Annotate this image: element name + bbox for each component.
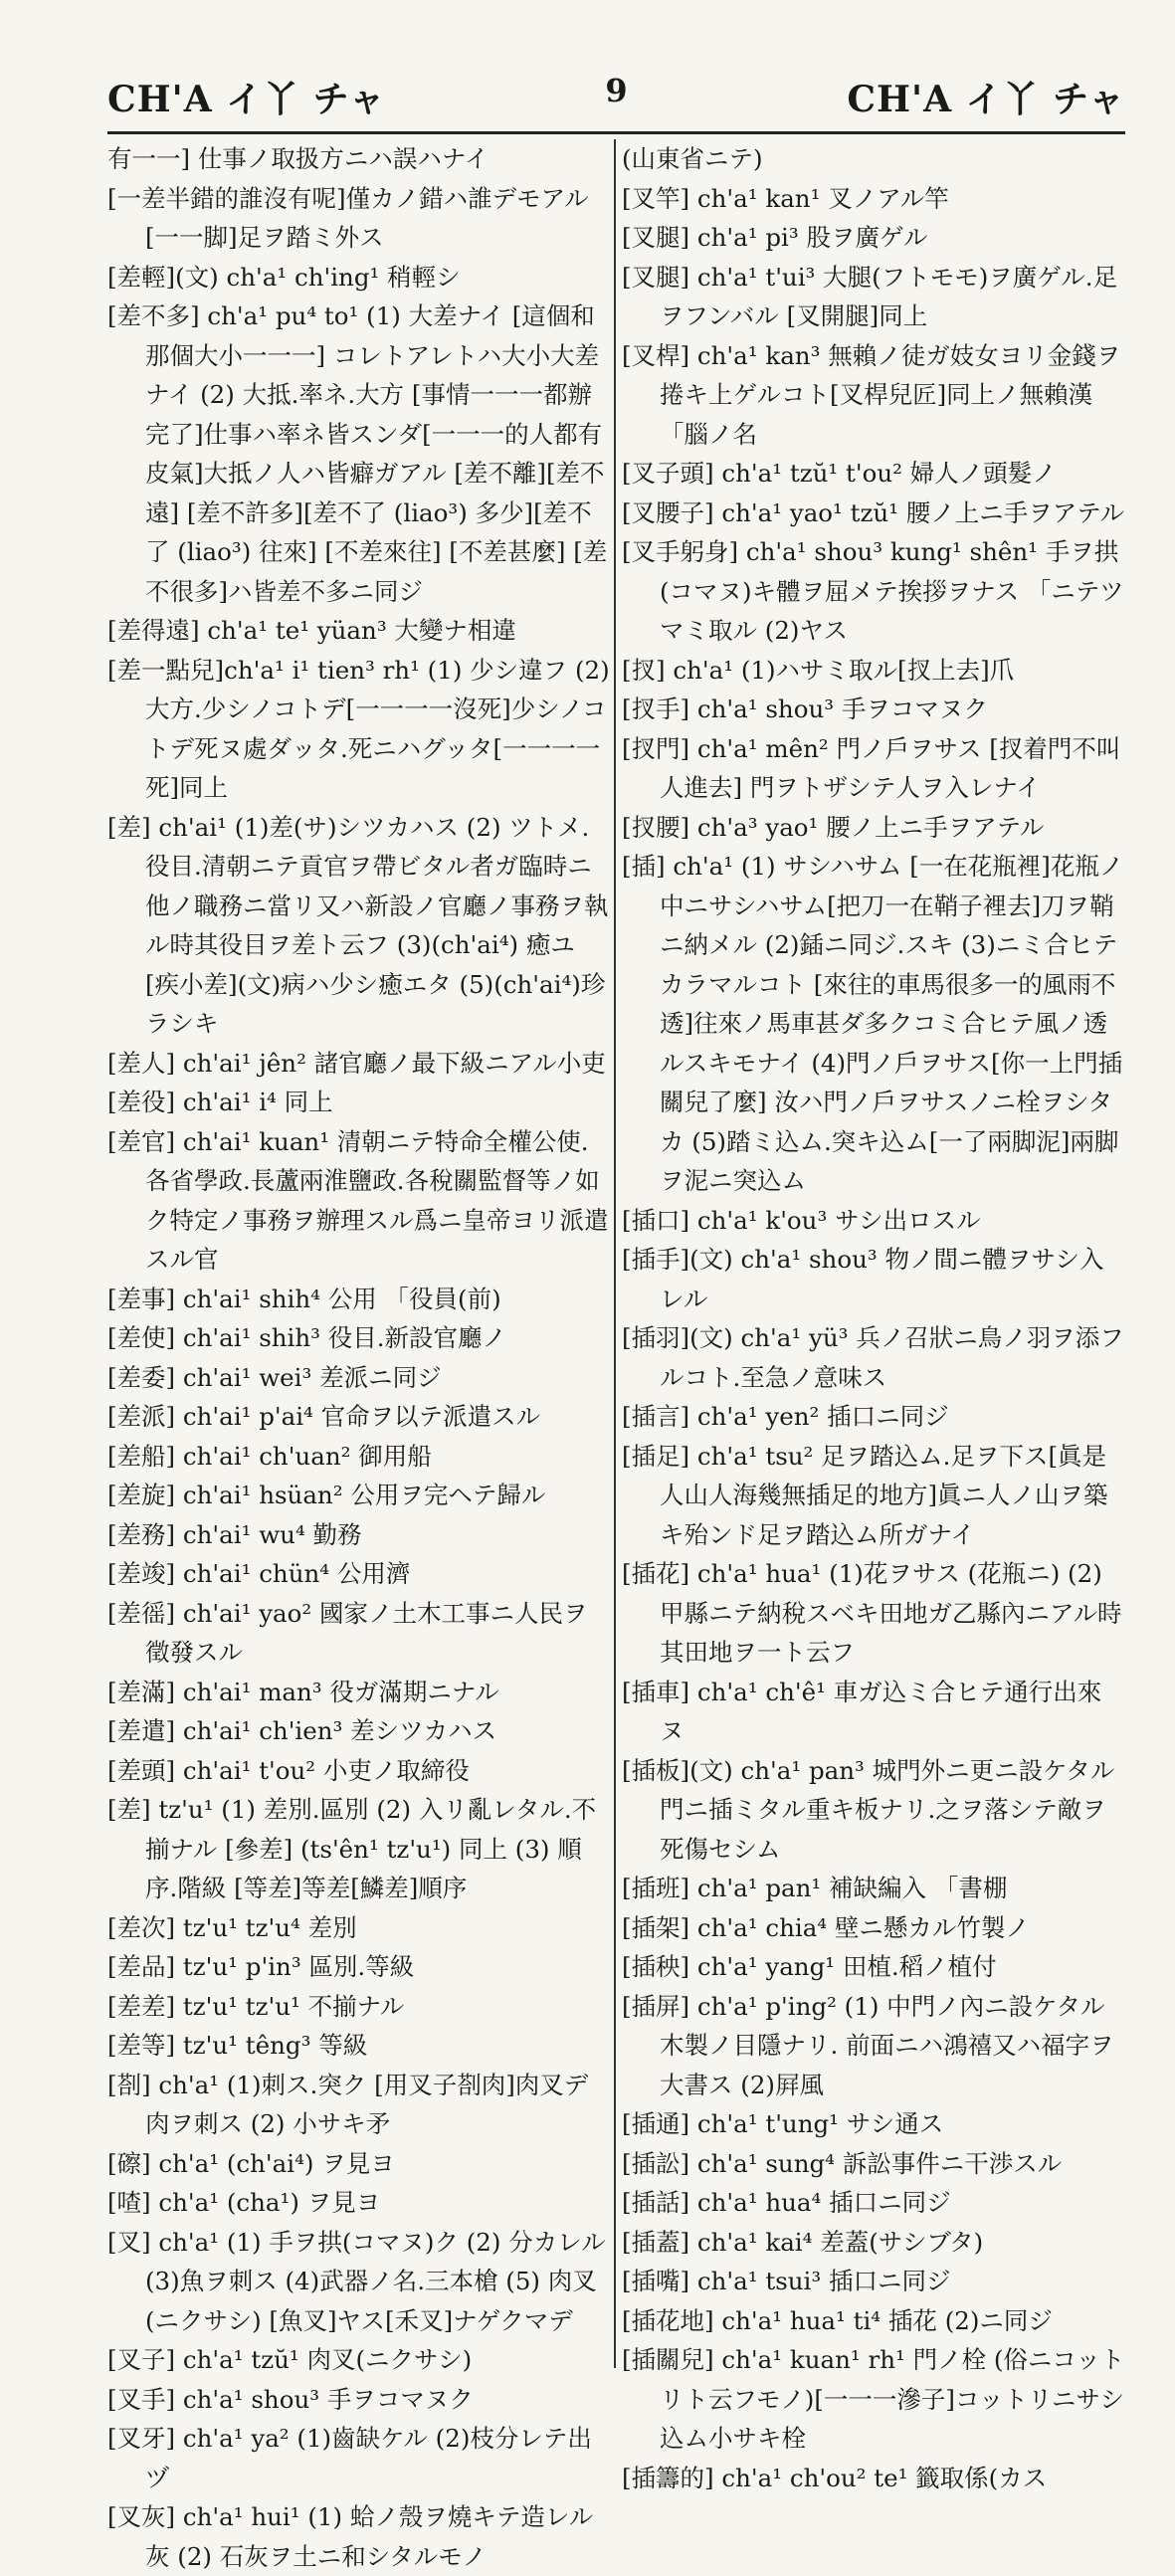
dictionary-entry: [差] ch'ai¹ (1)差(サ)シツカハス (2) ツトメ.役目.清朝ニテ貢官ヲ帶ビタル者ガ臨時ニ他ノ職務ニ當リ又ハ新設ノ官廳ノ事務ヲ執ル時其役目ヲ差ト云フ (3)(ch'ai⁴) 癒ユ [疾小差](文)病ハ少シ癒エタ (5)(ch'ai⁴)珍ラシキ [107, 812, 609, 1038]
running-head-right: CH'A イ丫 チャ [847, 79, 1125, 120]
dictionary-entry: [差得遠] ch'a¹ te¹ yüan³ 大變ナ相違 [107, 616, 516, 645]
dictionary-entry: [差次] tz'u¹ tz'u⁴ 差別 [107, 1912, 357, 1942]
dictionary-entry: [插花地] ch'a¹ hua¹ ti⁴ 插花 (2)ニ同ジ [622, 2305, 1053, 2335]
dictionary-entry: [差不多] ch'a¹ pu⁴ to¹ (1) 大差ナイ [這個和那個大小一一一] コレトアレトハ大小大差ナイ (2) 大抵.率ネ.大方 [事情一一一都辦完了]仕事ハ率ネ皆スンダ[一一一的人都有皮氣]大抵ノ人ハ皆癖ガアル [差不離][差不遠] [差不許多][差不了 (liao³) 多少][差不了 (liao³) 往來] [不差來往] [不差甚麼] [差不很多]ハ皆差不多ニ同ジ [107, 301, 608, 606]
dictionary-entry: [插通] ch'a¹ t'ung¹ サシ通ス [622, 2109, 944, 2138]
dictionary-entry: [插籌的] ch'a¹ ch'ou² te¹ 籤取係(カス [622, 2463, 1048, 2492]
left-column [107, 139, 610, 2571]
running-head-left: CH'A イ丫 チャ [107, 79, 386, 120]
dictionary-entry: [叉牙] ch'a¹ ya² (1)齒缺ケル (2)枝分レテ出ヅ [107, 2424, 592, 2492]
dictionary-entry: [插板](文) ch'a¹ pan³ 城門外ニ更ニ設ケタル門ニ插ミタル重キ板ナリ.之ヲ落シテ敵ヲ死傷セシム [622, 1755, 1115, 1864]
dictionary-entry: [插班] ch'a¹ pan¹ 補缺編入 「書棚 [622, 1874, 1008, 1902]
dictionary-entry: [差差] tz'u¹ tz'u¹ 不揃ナル [107, 1991, 405, 2021]
dictionary-entry: [叉子] ch'a¹ tzŭ¹ 肉叉(ニクサシ) [107, 2345, 473, 2374]
dictionary-entry: [插言] ch'a¹ yen² 插口ニ同ジ [622, 1402, 949, 1431]
dictionary-entry: [插手](文) ch'a¹ shou³ 物ノ間ニ體ヲサシ入レル [622, 1245, 1104, 1313]
dictionary-entry: [扠門] ch'a¹ mên² 門ノ戶ヲサス [扠着門不叫人進去] 門ヲトザシテ人ヲ入レナイ [622, 733, 1121, 802]
dictionary-entry: [叉子頭] ch'a¹ tzŭ¹ t'ou² 婦人ノ頭髮ノ [622, 459, 1057, 488]
dictionary-entry: [差使] ch'ai¹ shih³ 役目.新設官廳ノ [107, 1323, 507, 1352]
dictionary-entry: [插口] ch'a¹ k'ou³ サシ出ロスル [622, 1205, 981, 1235]
right-column [622, 139, 1125, 2492]
dictionary-entry: [插花] ch'a¹ hua¹ (1)花ヲサス (花瓶ニ) (2)甲縣ニテ納稅スベキ田地ガ乙縣內ニアル時其田地ヲ一ト云フ [622, 1559, 1122, 1667]
dictionary-entry: [差官] ch'ai¹ kuan¹ 清朝ニテ特命全權公使.各省學政.長蘆兩淮鹽政.各稅關監督等ノ如ク特定ノ事務ヲ辦理スル爲ニ皇帝ヨリ派遣スル官 [107, 1126, 609, 1274]
dictionary-entry: [差委] ch'ai¹ wei³ 差派ニ同ジ [107, 1362, 442, 1392]
page-number: 9 [605, 72, 628, 109]
dictionary-entry: (山東省ニテ) [622, 144, 763, 173]
dictionary-entry: [差品] tz'u¹ p'in³ 區別.等級 [107, 1952, 415, 1981]
dictionary-entry: [插足] ch'a¹ tsu² 足ヲ踏込ム.足ヲ下ス[眞是人山人海幾無插足的地方]眞ニ人ノ山ヲ築キ殆ンド足ヲ踏込ム所ガナイ [622, 1441, 1108, 1549]
dictionary-entry: [叉手躬身] ch'a¹ shou³ kung¹ shên¹ 手ヲ拱(コマヌ)キ體ヲ屈メテ挨拶ヲナス 「ニテツマミ取ル (2)ヤス [622, 537, 1124, 645]
dictionary-entry: [差滿] ch'ai¹ man³ 役ガ滿期ニナル [107, 1677, 499, 1706]
dictionary-entry: [剳] ch'a¹ (1)刺ス.突ク [用叉子剳肉]肉叉デ肉ヲ刺ス (2) 小サキ矛 [107, 2070, 589, 2138]
dictionary-entry: [差等] tz'u¹ têng³ 等級 [107, 2031, 368, 2060]
dictionary-entry: [差船] ch'ai¹ ch'uan² 御用船 [107, 1441, 432, 1471]
dictionary-entry: [一差半錯的誰沒有呢]僅カノ錯ハ誰デモアル[一一脚]足ヲ踏ミ外ス [107, 183, 589, 252]
dictionary-entry: [差竣] ch'ai¹ chün⁴ 公用濟 [107, 1559, 411, 1588]
dictionary-entry: [差事] ch'ai¹ shih⁴ 公用 「役員(前) [107, 1284, 501, 1313]
dictionary-entry: [叉腿] ch'a¹ t'ui³ 大腿(フトモモ)ヲ廣ゲル.足ヲフンバル [叉開腿]同上 [622, 262, 1118, 330]
dictionary-entry: [喳] ch'a¹ (cha¹) ヲ見ヨ [107, 2188, 381, 2217]
dictionary-entry: [差務] ch'ai¹ wu⁴ 勤務 [107, 1519, 362, 1549]
dictionary-entry: [差役] ch'ai¹ i⁴ 同上 [107, 1088, 333, 1116]
column-divider [614, 139, 616, 2368]
dictionary-entry: [差一點兒]ch'a¹ i¹ tien³ rh¹ (1) 少シ違フ (2) 大方.少シノコトデ[一一一一沒死]少シノコトデ死ヌ處ダッタ.死ニハグッタ[一一一一死]同上 [107, 655, 610, 802]
dictionary-entry: [扠手] ch'a¹ shou³ 手ヲコマヌク [622, 694, 988, 723]
dictionary-entry: [差旋] ch'ai¹ hsüan² 公用ヲ完ヘテ歸ル [107, 1481, 546, 1509]
dictionary-entry: [插蓋] ch'a¹ kai⁴ 差蓋(サシブタ) [622, 2227, 984, 2257]
dictionary-entry: [叉桿] ch'a¹ kan³ 無賴ノ徒ガ妓女ヨリ金錢ヲ捲キ上ゲルコト[叉桿兒匠]同上ノ無賴漢 「腦ノ名 [622, 340, 1121, 449]
dictionary-entry: [差人] ch'ai¹ jên² 諸官廳ノ最下級ニアル小吏 [107, 1048, 606, 1078]
dictionary-entry: [插秧] ch'a¹ yang¹ 田植.稻ノ植付 [622, 1952, 997, 1981]
dictionary-entry: [䃰] ch'a¹ (ch'ai⁴) ヲ見ヨ [107, 2148, 395, 2178]
page-header [107, 62, 1125, 131]
dictionary-entry: [差頭] ch'ai¹ t'ou² 小吏ノ取締役 [107, 1755, 470, 1785]
dictionary-entry: [插關兒] ch'a¹ kuan¹ rh¹ 門ノ栓 (俗ニコットリト云フモノ)[一一一滲子]コットリニサシ込ム小サキ栓 [622, 2345, 1125, 2453]
dictionary-entry: [插訟] ch'a¹ sung⁴ 訴訟事件ニ干渉スル [622, 2148, 1063, 2178]
dictionary-entry: 有一一] 仕事ノ取扱方ニハ誤ハナイ [107, 144, 490, 173]
dictionary-entry: [叉腿] ch'a¹ pi³ 股ヲ廣ゲル [622, 223, 928, 252]
header-rule [107, 131, 1125, 134]
dictionary-entry: [插架] ch'a¹ chia⁴ 壁ニ懸カル竹製ノ [622, 1912, 1030, 1942]
dictionary-entry: [叉腰子] ch'a¹ yao¹ tzŭ¹ 腰ノ上ニ手ヲアテル [622, 497, 1125, 527]
dictionary-entry: [插羽](文) ch'a¹ yü³ 兵ノ召狀ニ鳥ノ羽ヲ添フルコト.至急ノ意味ス [622, 1323, 1124, 1392]
dictionary-entry: [叉灰] ch'a¹ hui¹ (1) 蛤ノ殼ヲ燒キテ造レル灰 (2) 石灰ヲ土ニ和シタルモノ [107, 2502, 594, 2571]
dictionary-entry: [差] tz'u¹ (1) 差別.區別 (2) 入リ亂レタル.不揃ナル [參差] (ts'ên¹ tz'u¹) 同上 (3) 順序.階級 [等差]等差[鱗差]順序 [107, 1795, 597, 1902]
dictionary-entry: [插話] ch'a¹ hua⁴ 插口ニ同ジ [622, 2188, 951, 2217]
dictionary-entry: [差徭] ch'ai¹ yao² 國家ノ土木工事ニ人民ヲ徵發スル [107, 1598, 588, 1667]
dictionary-entry: [叉] ch'a¹ (1) 手ヲ拱(コマヌ)ク (2) 分カレル (3)魚ヲ刺ス (4)武器ノ名.三本槍 (5) 肉叉(ニクサシ) [魚叉]ヤス[禾叉]ナゲクマデ [107, 2227, 606, 2335]
dictionary-entry: [插屏] ch'a¹ p'ing² (1) 中門ノ內ニ設ケタル木製ノ目隱ナリ. 前面ニハ鴻禧又ハ福字ヲ大書ス (2)屛風 [622, 1991, 1114, 2099]
dictionary-entry: [扠腰] ch'a³ yao¹ 腰ノ上ニ手ヲアテル [622, 812, 1045, 842]
dictionary-entry: [扠] ch'a¹ (1)ハサミ取ル[扠上去]爪 [622, 655, 1015, 685]
dictionary-entry: [差派] ch'ai¹ p'ai⁴ 官命ヲ以テ派遣スル [107, 1402, 541, 1431]
dictionary-entry: [插] ch'a¹ (1) サシハサム [一在花瓶裡]花瓶ノ中ニサシハサム[把刀一在鞘子裡去]刀ヲ鞘ニ納メル (2)鍤ニ同ジ.スキ (3)ニミ合ヒテカラマルコト [來往的車馬很多一的風雨不透]往來ノ馬車甚ダ多クコミ合ヒテ風ノ透ルスキモナイ (4)門ノ戶ヲサス[你一上門插關兒了麼] 汝ハ門ノ戶ヲサスノニ栓ヲシタカ (5)踏ミ込ム.突キ込ム[一了兩脚泥]兩脚ヲ泥ニ突込ム [622, 852, 1124, 1195]
dictionary-entry: [叉竿] ch'a¹ kan¹ 叉ノアル竿 [622, 183, 949, 213]
dictionary-entry: [差輕](文) ch'a¹ ch'ing¹ 稍輕シ [107, 262, 461, 292]
dictionary-entry: [插嘴] ch'a¹ tsui³ 插口ニ同ジ [622, 2267, 951, 2295]
dictionary-entry: [插車] ch'a¹ ch'ê¹ 車ガ込ミ合ヒテ通行出來ヌ [622, 1677, 1102, 1745]
dictionary-entry: [叉手] ch'a¹ shou³ 手ヲコマヌク [107, 2384, 474, 2414]
dictionary-entry: [差遣] ch'ai¹ ch'ien³ 差シツカハス [107, 1716, 497, 1745]
